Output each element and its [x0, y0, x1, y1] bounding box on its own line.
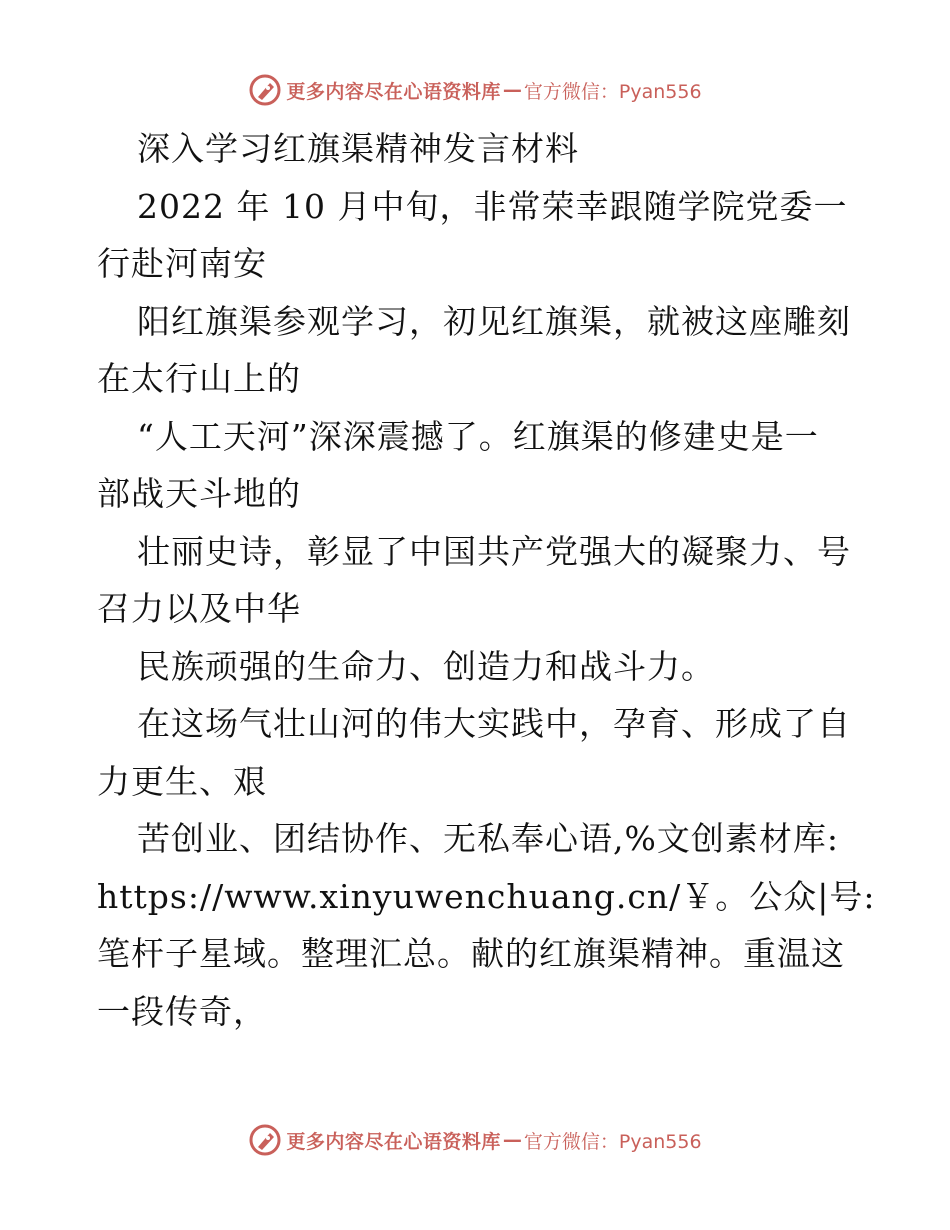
watermark-separator: —: [502, 79, 522, 101]
footer-watermark: [0, 1120, 950, 1160]
text-line: 笔杆子星域。整理汇总。献的红旗渠精神。重温这: [97, 934, 845, 973]
text-line: 在太行山上的: [97, 359, 301, 398]
url-line: https://www.xinyuwenchuang.cn/￥。公众|号:: [97, 876, 876, 916]
watermark-wechat: 官方微信：Pyan556: [523, 1130, 702, 1153]
text-line: 2022 年 10 月中旬，非常荣幸跟随学院党委一: [137, 186, 848, 226]
pen-nib-logo-icon: [248, 1123, 282, 1157]
text-line: 苦创业、团结协作、无私奉心语,%文创素材库:: [137, 819, 839, 858]
text-line: 行赴河南安: [97, 244, 267, 283]
pen-nib-logo-icon: [248, 73, 282, 107]
watermark-text: 更多内容尽在心语资料库: [286, 1130, 501, 1153]
text-line: “人工天河”深深震撼了。红旗渠的修建史是一: [137, 416, 819, 456]
document-body: [97, 120, 876, 1040]
text-line: 一段传奇，: [97, 991, 267, 1031]
header-watermark: [0, 70, 950, 110]
text-line: 壮丽史诗，彰显了中国共产党强大的凝聚力、号: [137, 531, 851, 571]
document-title: 深入学习红旗渠精神发言材料: [137, 129, 579, 168]
text-line: 阳红旗渠参观学习，初见红旗渠，就被这座雕刻: [137, 301, 851, 341]
watermark-text: 更多内容尽在心语资料库: [286, 80, 501, 103]
watermark-separator: —: [502, 1129, 522, 1151]
watermark-wechat: 官方微信：Pyan556: [523, 80, 702, 103]
text-line: 在这场气壮山河的伟大实践中，孕育、形成了自: [137, 704, 851, 743]
text-line: 召力以及中华: [97, 589, 301, 628]
text-line: 力更生、艰: [97, 761, 267, 801]
text-line: 民族顽强的生命力、创造力和战斗力。: [137, 646, 715, 686]
text-line: 部战天斗地的: [97, 474, 301, 513]
